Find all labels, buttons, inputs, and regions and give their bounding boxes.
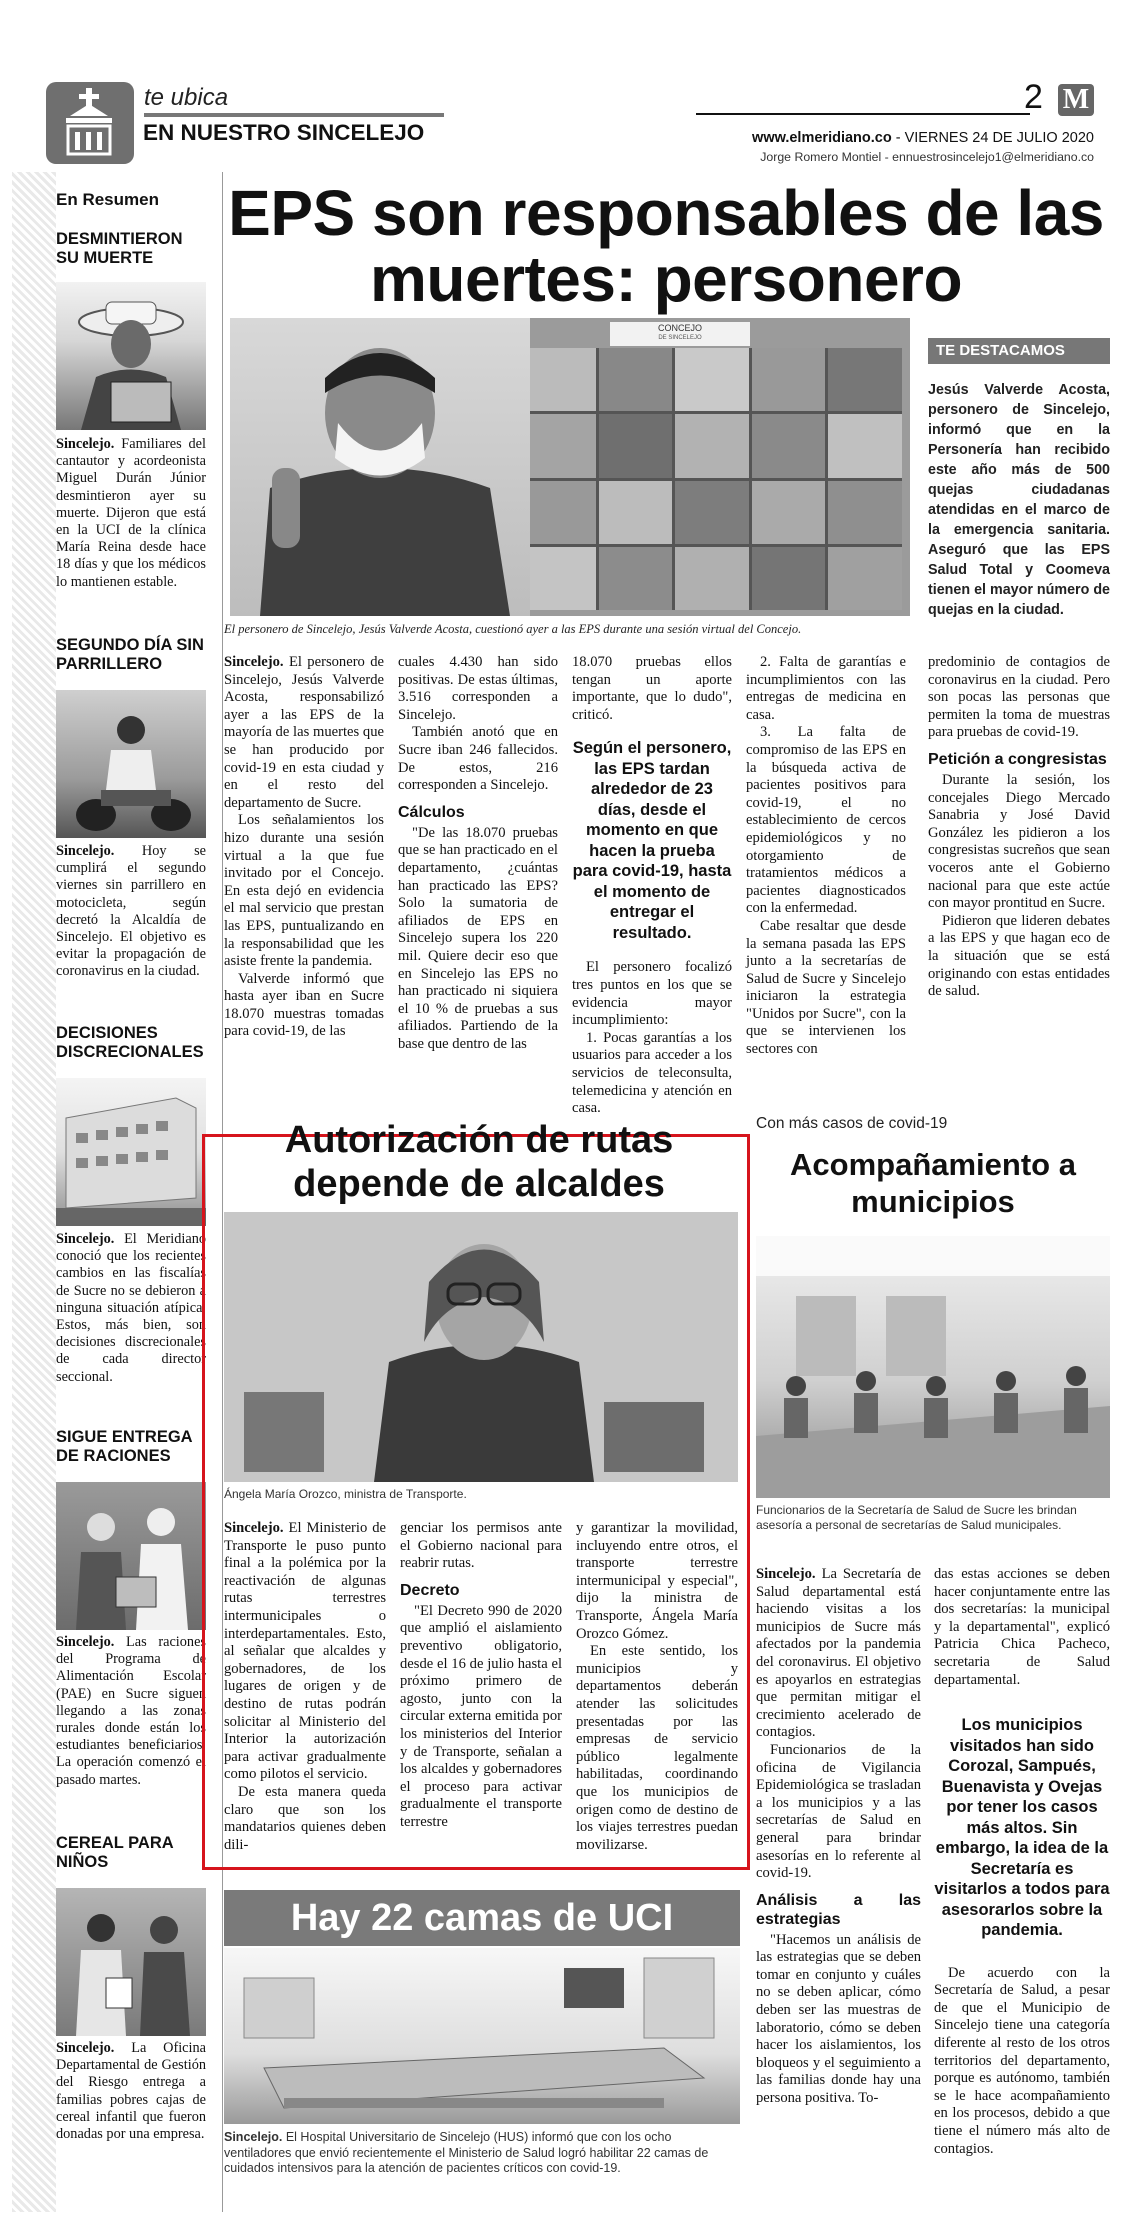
sidebar-headline: SEGUNDO DÍA SIN PARRILLERO [56,636,204,673]
acomp-headline: Acompañamiento a municipios [790,1147,1076,1219]
acomp-paragraph: Sincelejo. La Secretaría de Salud departamental está haciendo visitas a los municipios de Sucre más afectados por la pandemia del coronavirus. El objetivo es apoyarlos en estrategias que permitan mitigar el crecimiento acelerado de contagios. [756,1566,921,1741]
rutas-photo-caption: Ángela María Orozco, ministra de Transporte. [224,1487,467,1501]
destacamos-text: Jesús Valverde Acosta, personero de Sincelejo, informó que en la Personería han recibido este año más de 500 quejas ciudadanas atendidas en el marco de la emergencia sanitaria. Aseguró que las EPS Salud Total y Coomeva tienen el mayor número de quejas en la ciudad. [928,382,1110,618]
main-paragraph: cuales 4.430 han sido positivas. De estas últimas, 3.516 corresponden a Sincelejo. [398,654,558,723]
acomp-kicker: Con más casos de covid-19 [756,1115,948,1132]
acomp-column-2 [934,1566,1110,2158]
sidebar-photo-cereal [56,1888,206,2036]
main-column-1 [224,654,384,1041]
publication-logo: M [1058,84,1094,116]
main-column-2 [398,654,558,1053]
main-subheading: Petición a congresistas [928,750,1107,768]
church-icon [46,82,134,164]
sidebar-item-text: Sincelejo. Las raciones del Programa de Alimentación Escolar (PAE) en Sucre siguen llegando a las zonas rurales donde están los estudiantes beneficiarios. La operación comenzó el pasado martes. [56,1634,206,1788]
main-paragraph: 1. Pocas garantías a los usuarios para acceder a los servicios de teleconsulta, telemedicina y atención en casa. [572,1029,732,1117]
main-photo-caption: El personero de Sincelejo, Jesús Valverde Acosta, cuestionó ayer a las EPS durante una sesión virtual del Concejo. [224,622,802,636]
main-paragraph: Pidieron que lideren debates a las EPS y que hagan eco de la situación que se está originando con estas entidades de salud. [928,912,1110,1000]
sidebar-photo-motorcycle [56,690,206,838]
sidebar-item-text: Sincelejo. Hoy se cumplirá el segundo viernes sin parrillero en motocicleta, según decretó la Alcaldía de Sincelejo. El objetivo es evitar la propagación de coronavirus en la ciudad. [56,843,206,980]
acomp-paragraph: "Hacemos un análisis de las estrategias que se deben tomar en conjunto y cuáles no se deben aplicar, cómo deben ser las muestras de laboratorio, cómo se deben hacer los aislamientos, los bloqueos y el seguimiento a las familias donde hay una persona positiva. To- [756,1931,921,2107]
acomp-column-1 [756,1566,921,2108]
main-paragraph: Los señalamientos los hizo durante una sesión virtual a la que fue invitado por el Concejo. En esta dejó en evidencia el mal servicio que prestan las EPS, puntualizando en la responsabilidad que les asiste frente la pandemia. [224,812,384,970]
uci-photo-beds [224,1948,740,2124]
main-paragraph: "De las 18.070 pruebas que se han practicado en el departamento, ¿cuántas han practicado las EPS? Solo la sumatoria de afiliados de EPS en Sincelejo supera los 220 mil. Quiere decir eso que en Sincelejo las EPS no han practicado ni siquiera el 10 % de pruebas a sus afiliados. Partiendo de la base que dentro de las [398,824,558,1052]
main-paragraph: predominio de contagios de coronavirus en la ciudad. Pero son pocas las personas que permiten la toma de muestras para pruebas de covid-19. [928,654,1110,741]
main-photo-virtual-session [230,318,910,616]
rutas-column-3 [576,1520,738,1854]
page-number: 2 [1024,78,1043,116]
main-paragraph: Valverde informó que hasta ayer iban en Sucre 18.070 muestras tomadas para covid-19, de las [224,970,384,1040]
sidebar-headline: DESMINTIERON SU MUERTE [56,230,183,267]
main-paragraph: El personero focalizó tres puntos en los que se evidencia mayor incumplimiento: [572,959,732,1029]
main-paragraph: 2. Falta de garantías e incumplimientos con las entregas de medicina en casa. [746,654,906,723]
acomp-photo-caption: Funcionarios de la Secretaría de Salud de Sucre les brindan asesoría a personal de secretarías de Salud municipales. [756,1503,1077,1532]
rutas-paragraph: genciar los permisos ante el Gobierno nacional para reabrir rutas. [400,1520,562,1572]
acomp-subheading: Análisis a las estrategias [756,1891,921,1928]
rutas-paragraph: Sincelejo. El Ministerio de Transporte le puso punto final a la polémica por la reactivación de algunas rutas terrestres intermunicipales o interdepartamentales. Esto, al señalar que alcaldes y gobernadores, de los lugares de origen y de destino de rutas podrán solicitar al Ministerio del Interior la autorización para activar gradualmente como pilotos el servicio. [224,1520,386,1783]
main-headline: EPS son responsables de las muertes: personero [228,177,1104,315]
acomp-photo-meeting [756,1236,1110,1498]
rutas-subheading: Decreto [400,1581,460,1599]
acomp-pull-quote: Los municipios visitados han sido Corozal, Sampués, Buenavista y Ovejas por tener los casos más altos. Sin embargo, la idea de la Secretaría es visitarlos a todos para asesorarlos sobre la pandemia. [934,1716,1110,1940]
sidebar-headline: DECISIONES DISCRECIONALES [56,1024,204,1061]
main-paragraph: Sincelejo. El personero de Sincelejo, Jesús Valverde Acosta, responsabilizó ayer a las EPS de la mayoría de las muertes que se han producido por covid-19 en esta ciudad y en el resto del departamento de Sucre. [224,654,384,811]
acomp-paragraph: das estas acciones se deben hacer conjuntamente entre las dos secretarías: la municipal y la departamental", explicó Patricia Chica Pacheco, secretaria de Salud departamental. [934,1566,1110,1688]
main-paragraph: 18.070 pruebas ellos tengan un aporte importante, que lo dudo", criticó. [572,654,732,723]
sidebar-pattern [12,172,56,2212]
rutas-paragraph: En este sentido, los municipios y departamentos deberán atender las solicitudes presentadas por las empresas de servicio público legalmente habilitadas, coordinando que los municipios de origen como de destino de los viajes terrestres puedan movilizarse. [576,1643,738,1853]
section-logo-box [46,82,134,164]
issue-date: - VIERNES 24 DE JULIO 2020 [891,130,1094,146]
sidebar-photo-building [56,1078,206,1226]
main-subheading: Cálculos [398,803,465,821]
acomp-paragraph: Funcionarios de la oficina de Vigilancia Epidemiológica se trasladan a los municipios y a las secretarías de Salud en general para brindar asesorías en lo referente al covid-19. [756,1741,921,1882]
rutas-paragraph: "El Decreto 990 de 2020 que amplió el aislamiento preventivo obligatorio, desde el 16 de julio hasta el próximo primero de agosto, junto con la circular externa emitida por los ministerios del Interior y de Transporte, señalan a los alcaldes y gobernadores el proceso para activar gradualmente el transporte terrestre [400,1602,562,1830]
destacamos-label: TE DESTACAMOS [928,338,1110,364]
section-small-label: te ubica [144,84,229,111]
video-grid [522,348,902,610]
main-column-3 [572,654,732,1118]
personero-figure [230,318,530,616]
rutas-column-1 [224,1520,386,1854]
section-underline [144,113,444,117]
main-paragraph: 3. La falta de compromiso de las EPS en la búsqueda activa de pacientes positivos para covid-19, el no establecimiento de cercos epidemiológicos y no otorgamiento de tratamientos médicos a pacientes diagnosticados con la enfermedad. [746,724,906,917]
main-paragraph: Cabe resaltar que desde la semana pasada las EPS junto a la secretarías de Salud de Sucre y Sincelejo iniciaron la estrategia "Unidos por Sucre", con la que se intervienen los sectores con [746,917,906,1058]
sidebar-item-text: Sincelejo. Familiares del cantautor y acordeonista Miguel Durán Júnior desmintieron ayer su muerte. Dijeron que está en la UCI de la clínica María Reina desde hace 18 días y que los médicos lo mantienen estable. [56,436,206,590]
uci-caption: Sincelejo. El Hospital Universitario de Sincelejo (HUS) informó que con los ocho ventiladores que envió recientemente el Ministerio de Salud logró habilitar 22 camas de cuidados intensivos para la atención de pacientes críticos con covid-19. [224,2130,709,2175]
editor-line: Jorge Romero Montiel - ennuestrosincelejo1@elmeridiano.co [760,150,1094,164]
concejo-logo: CONCEJO DE SINCELEJO [610,322,750,346]
rutas-column-2 [400,1520,562,1832]
sidebar-title: En Resumen [56,190,159,209]
site-url: www.elmeridiano.co [752,130,892,146]
acomp-paragraph: De acuerdo con la Secretaría de Salud, a pesar de que el Municipio de Sincelejo tiene una categoría diferente al resto de los otros territorios del departamento, porque es autónomo, también se le hace acompañamiento en los procesos, debido a que tiene el número más alto de contagios. [934,1964,1110,2157]
sidebar-photo-musician [56,282,206,430]
main-column-4 [746,654,906,1059]
rutas-photo-minister [224,1212,738,1482]
main-column-5 [928,654,1110,1001]
sidebar-item-text: Sincelejo. La Oficina Departamental de Gestión del Riesgo entrega a familias pobres cajas de cereal infantil que fueron donadas por una empresa. [56,2040,206,2143]
main-paragraph: Durante la sesión, los concejales Diego Mercado Sanabria y José David González les pidieron a los congresistas sucreños que sean voceros ante el Gobierno nacional para que este actúe con mayor prontitud en Sucre. [928,771,1110,912]
header-rule [696,113,1030,115]
uci-headline-banner: Hay 22 camas de UCI [224,1890,740,1946]
site-date-line [752,130,1094,146]
sidebar-headline: SIGUE ENTREGA DE RACIONES [56,1428,192,1465]
rutas-headline: Autorización de rutas depende de alcaldes [284,1119,674,1205]
rutas-paragraph: y garantizar la movilidad, incluyendo entre otros, el transporte terrestre intermunicipal y especial", dijo la ministra de Transporte, Ángela María Orozco Gómez. [576,1520,738,1642]
rutas-paragraph: De esta manera queda claro que son los mandatarios quienes deben dili- [224,1783,386,1853]
sidebar-photo-rations [56,1482,206,1630]
sidebar-item-text: Sincelejo. El Meridiano conoció que los recientes cambios en las fiscalías de Sucre no se debieron a ninguna situación atípica. Estos, más bien, son decisiones discrecionales de cada director seccional. [56,1231,206,1385]
sidebar-headline: CEREAL PARA NIÑOS [56,1834,174,1871]
main-paragraph: También anotó que en Sucre iban 246 fallecidos. De estos, 216 corresponden a Sincelejo. [398,724,558,794]
section-big-label: EN NUESTRO SINCELEJO [143,120,425,145]
main-pull-quote: Según el personero, las EPS tardan alrededor de 23 días, desde el momento en que hacen la prueba para covid-19, hasta el momento de entregar el resultado. [572,739,732,942]
